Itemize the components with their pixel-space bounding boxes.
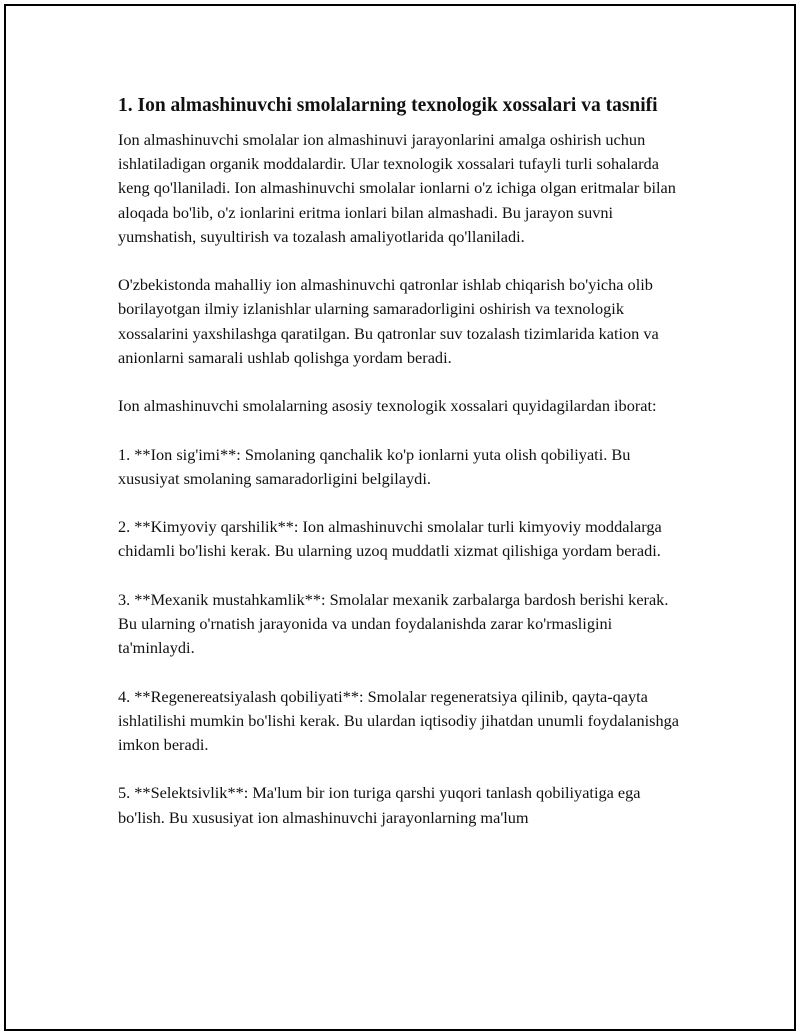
paragraph-intro: Ion almashinuvchi smolalar ion almashinuvi jarayonlarini amalga oshirish uchun ishlatiladigan organik moddalardir. Ular texnologik xossalari tufayli turli sohalarda keng qo'llaniladi. Ion almashinuvchi smolalar ionlarni o'z ichiga olgan eritmalar bilan aloqada bo'lib, o'z ionlarini eritma ionlari bilan almashadi. Bu jarayon suvni yumshatish, suyultirish va tozalash amaliyotlarida qo'llaniladi. bbox=[118, 130, 676, 246]
list-item-selectivity: 5. **Selektsivlik**: Ma'lum bir ion turiga qarshi yuqori tanlash qobiliyatiga ega bo'lish. Bu xususiyat ion almashinuvchi jarayonlarning ma'lum bbox=[118, 783, 641, 827]
paragraph-properties-lead: Ion almashinuvchi smolalarning asosiy texnologik xossalari quyidagilardan iborat: bbox=[118, 396, 657, 416]
list-item-ion-capacity: 1. **Ion sig'imi**: Smolaning qanchalik ko'p ionlarni yuta olish qobiliyati. Bu xususiyat smolaning samaradorligini belgilaydi. bbox=[118, 444, 631, 488]
list-item-regeneration: 4. **Regenereatsiyalash qobiliyati**: Smolalar regeneratsiya qilinib, qayta-qayta ishlatilishi mumkin bo'lishi kerak. Bu ulardan iqtisodiy jihatdan unumli foydalanishga imkon beradi. bbox=[118, 686, 679, 754]
paragraph-uzbekistan-research: O'zbekistonda mahalliy ion almashinuvchi qatronlar ishlab chiqarish bo'yicha olib borilayotgan ilmiy izlanishlar ularning samaradorligini oshirish va texnologik xossalarini yaxshilashga qaratilgan. Bu qatronlar suv tozalash tizimlarida kation va anionlarni samarali ushlab qolishga yordam beradi. bbox=[118, 275, 659, 367]
list-item-mechanical-strength: 3. **Mexanik mustahkamlik**: Smolalar mexanik zarbalarga bardosh berishi kerak. Bu ularning o'rnatish jarayonida va undan foydalanishda zarar ko'rmasligini ta'minlaydi. bbox=[118, 589, 669, 658]
section-title: 1. Ion almashinuvchi smolalarning texnologik xossalari va tasnifi bbox=[118, 95, 658, 116]
document-body bbox=[118, 92, 688, 854]
list-item-chemical-resistance: 2. **Kimyoviy qarshilik**: Ion almashinuvchi smolalar turli kimyoviy moddalarga chidamli bo'lishi kerak. Bu ularning uzoq muddatli xizmat qilishiga yordam beradi. bbox=[118, 517, 662, 561]
